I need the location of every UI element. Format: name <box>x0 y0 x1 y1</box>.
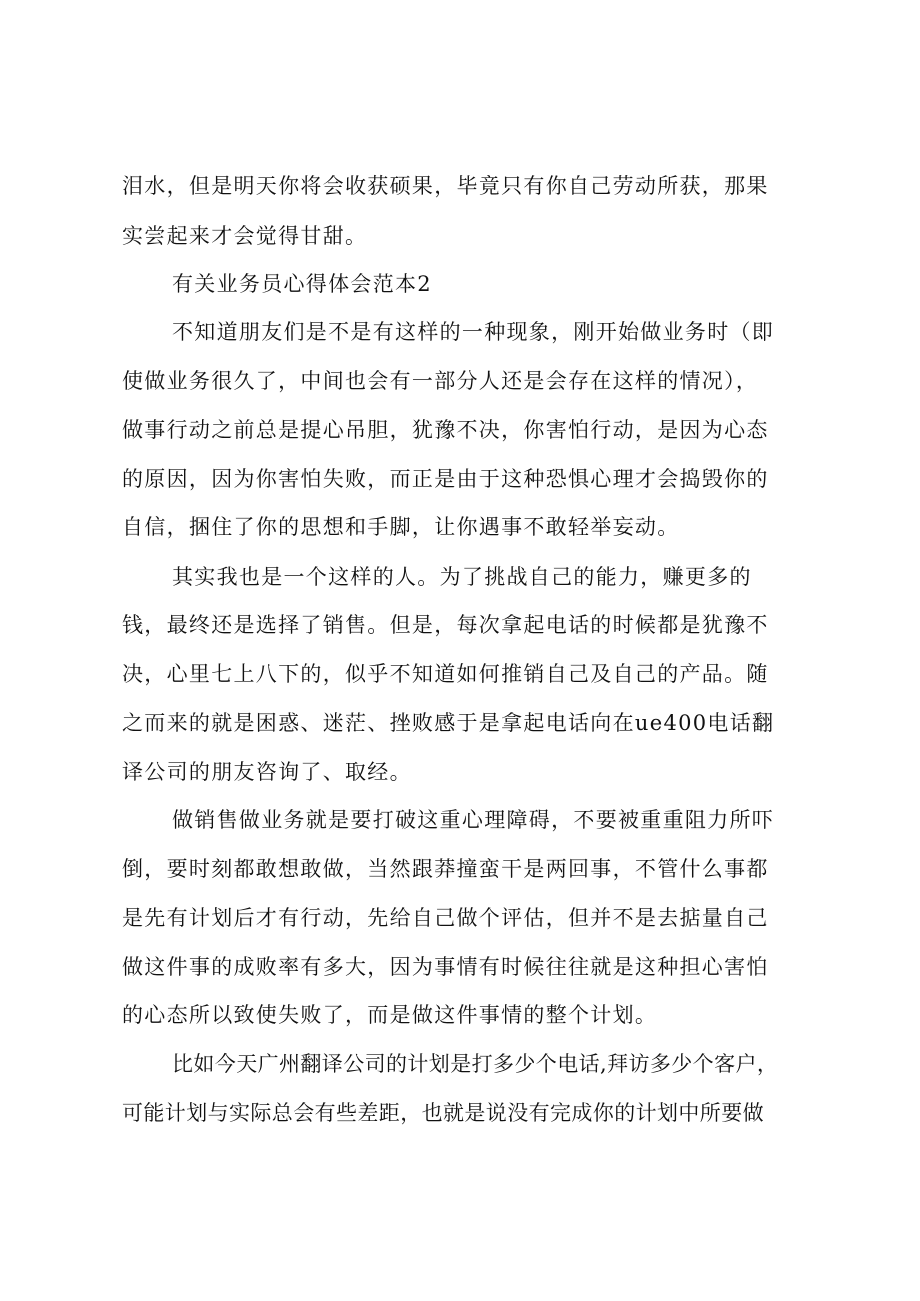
text-line: 使做业务很久了，中间也会有一部分人还是会存在这样的情况）， <box>122 369 759 393</box>
text-line: 是先有计划后才有行动，先给自己做个评估，但并不是去掂量自己 <box>122 906 769 930</box>
text-line: 做销售做业务就是要打破这重心理障碍，不要被重重阻力所吓 <box>172 808 775 832</box>
text-line: 的心态所以致使失败了，而是做这件事情的整个计划。 <box>122 1003 658 1027</box>
text-line: 其实我也是一个这样的人。为了挑战自己的能力，赚更多的 <box>172 565 752 589</box>
text-line: 比如今天广州翻译公司的计划是打多少个电话,拜访多少个客户， <box>172 1052 779 1076</box>
text-line: 的原因，因为你害怕失败，而正是由于这种恐惧心理才会捣毁你的 <box>122 467 769 491</box>
text-line: 做这件事的成败率有多大，因为事情有时候往往就是这种担心害怕 <box>122 955 769 979</box>
text-line: 可能计划与实际总会有些差距，也就是说没有完成你的计划中所要做 <box>122 1101 764 1125</box>
text-line: 决，心里七上八下的，似乎不知道如何推销自己及自己的产品。随 <box>122 662 769 686</box>
text-line: 实尝起来才会觉得甘甜。 <box>122 224 368 248</box>
text-line: 倒，要时刻都敢想敢做，当然跟莽撞蛮干是两回事，不管什么事都 <box>122 857 769 881</box>
section-heading: 有关业务员心得体会范本2 <box>172 272 432 296</box>
text-line: 做事行动之前总是提心吊胆，犹豫不决，你害怕行动，是因为心态 <box>122 418 769 442</box>
text-line: 泪水，但是明天你将会收获硕果，毕竟只有你自己劳动所获，那果 <box>122 174 769 198</box>
text-line: 不知道朋友们是不是有这样的一种现象，刚开始做业务时（即 <box>172 320 775 344</box>
text-line: 译公司的朋友咨询了、取经。 <box>122 760 412 784</box>
text-line: 自信，捆住了你的思想和手脚，让你遇事不敢轻举妄动。 <box>122 515 680 539</box>
text-line: 之而来的就是困惑、迷茫、挫败感于是拿起电话向在ue400电话翻 <box>122 711 775 735</box>
text-line: 钱，最终还是选择了销售。但是，每次拿起电话的时候都是犹豫不 <box>122 613 769 637</box>
